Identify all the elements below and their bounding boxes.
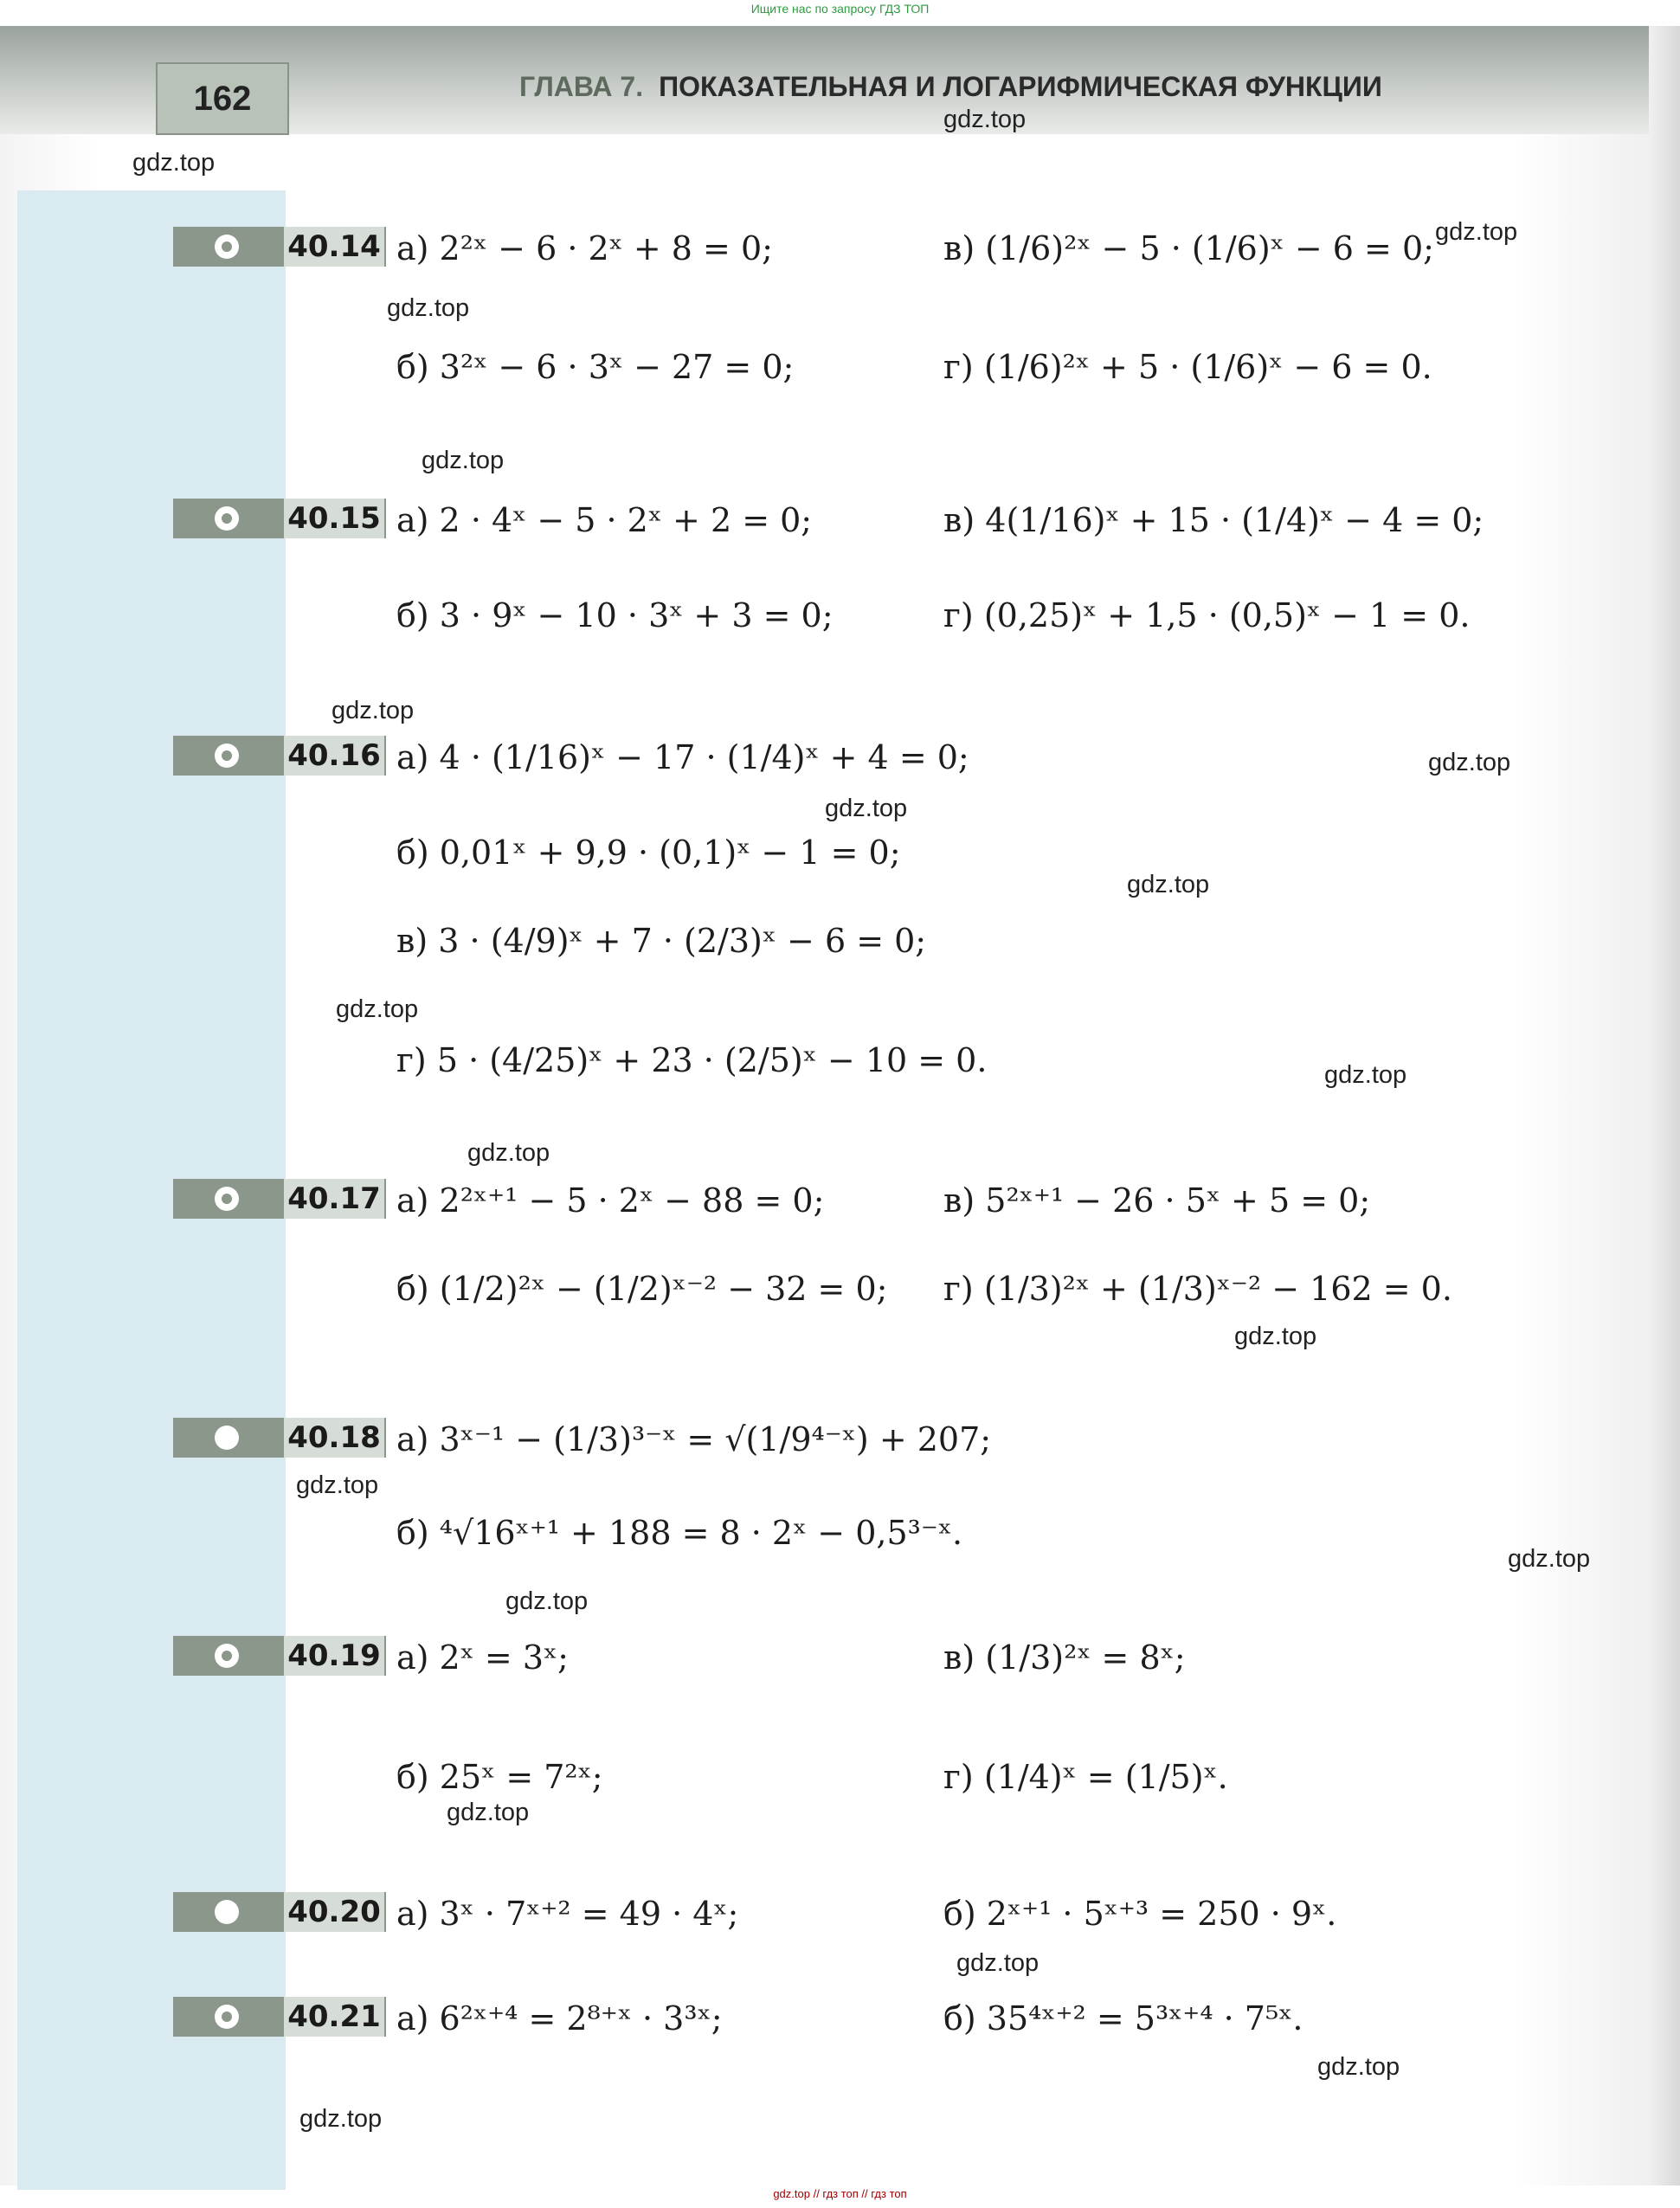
chapter-title: ПОКАЗАТЕЛЬНАЯ И ЛОГАРИФМИЧЕСКАЯ ФУНКЦИИ [659,71,1382,102]
problem-number: 40.16 [284,736,384,776]
equation: б) 3 · 9ˣ − 10 · 3ˣ + 3 = 0; [396,596,834,634]
equation: в) (1/6)²ˣ − 5 · (1/6)ˣ − 6 = 0; [943,229,1434,267]
bottom-footer-link[interactable]: gdz.top // гдз топ // гдз топ [773,2187,907,2200]
watermark: gdz.top [467,1139,550,1167]
problem-label [173,1892,386,1932]
equation: б) 0,01ˣ + 9,9 · (0,1)ˣ − 1 = 0; [396,834,901,872]
equation: г) (1/6)²ˣ + 5 · (1/6)ˣ − 6 = 0. [943,348,1432,386]
ring-marker-icon [215,235,239,259]
problem-number: 40.15 [284,499,384,538]
equation: в) 3 · (4/9)ˣ + 7 · (2/3)ˣ − 6 = 0; [396,922,927,960]
watermark: gdz.top [422,447,505,474]
watermark: gdz.top [1127,871,1210,898]
watermark: gdz.top [505,1587,589,1615]
problem-label [173,1997,386,2037]
watermark: gdz.top [1435,218,1518,246]
problem-number: 40.21 [284,1997,384,2037]
watermark: gdz.top [1324,1061,1407,1089]
watermark: gdz.top [943,106,1027,133]
watermark: gdz.top [296,1471,379,1499]
problem-label [173,1636,386,1676]
watermark: gdz.top [1508,1545,1591,1573]
solid-marker-icon [215,1900,239,1924]
chapter-heading [519,71,1382,103]
ring-marker-icon [215,1644,239,1668]
problem-number: 40.17 [284,1179,384,1219]
problem-label [173,736,386,776]
equation: а) 3ˣ⁻¹ − (1/3)³⁻ˣ = √(1/9⁴⁻ˣ) + 207; [396,1420,992,1458]
equation: б) (1/2)²ˣ − (1/2)ˣ⁻² − 32 = 0; [396,1270,888,1308]
equation: а) 2²ˣ⁺¹ − 5 · 2ˣ − 88 = 0; [396,1181,825,1220]
problem-number: 40.18 [284,1418,384,1458]
problem-label [173,1179,386,1219]
equation: а) 2²ˣ − 6 · 2ˣ + 8 = 0; [396,229,773,267]
watermark: gdz.top [1317,2053,1400,2081]
problem-label [173,227,386,267]
watermark: gdz.top [1234,1323,1317,1350]
watermark: gdz.top [299,2105,383,2133]
watermark: gdz.top [336,995,419,1023]
watermark: gdz.top [1428,749,1511,776]
ring-marker-icon [215,506,239,531]
equation: а) 3ˣ · 7ˣ⁺² = 49 · 4ˣ; [396,1895,739,1933]
watermark: gdz.top [331,697,415,724]
top-search-hint[interactable]: Ищите нас по запросу ГДЗ ТОП [750,2,930,16]
equation: б) 35⁴ˣ⁺² = 5³ˣ⁺⁴ · 7⁵ˣ. [943,1999,1303,2037]
equation: г) 5 · (4/25)ˣ + 23 · (2/5)ˣ − 10 = 0. [396,1041,988,1079]
watermark: gdz.top [956,1949,1040,1977]
equation: а) 2ˣ = 3ˣ; [396,1638,569,1677]
equation: в) (1/3)²ˣ = 8ˣ; [943,1638,1186,1677]
problem-number: 40.14 [284,227,384,267]
problem-label [173,1418,386,1458]
equation: а) 6²ˣ⁺⁴ = 2⁸⁺ˣ · 3³ˣ; [396,1999,723,2037]
equation: г) (1/4)ˣ = (1/5)ˣ. [943,1758,1228,1796]
problem-number: 40.20 [284,1892,384,1932]
equation: б) ⁴√16ˣ⁺¹ + 188 = 8 · 2ˣ − 0,5³⁻ˣ. [396,1514,963,1552]
equation: б) 25ˣ = 7²ˣ; [396,1758,603,1796]
chapter-label: ГЛАВА 7. [519,71,644,102]
ring-marker-icon [215,1187,239,1211]
watermark: gdz.top [132,149,216,177]
equation: б) 2ˣ⁺¹ · 5ˣ⁺³ = 250 · 9ˣ. [943,1895,1337,1933]
page-number: 162 [156,62,289,135]
equation: в) 4(1/16)ˣ + 15 · (1/4)ˣ − 4 = 0; [943,501,1484,539]
problem-label [173,499,386,538]
ring-marker-icon [215,744,239,768]
equation: а) 4 · (1/16)ˣ − 17 · (1/4)ˣ + 4 = 0; [396,738,969,776]
ring-marker-icon [215,2005,239,2029]
problem-number: 40.19 [284,1636,384,1676]
equation: а) 2 · 4ˣ − 5 · 2ˣ + 2 = 0; [396,501,813,539]
watermark: gdz.top [447,1799,530,1826]
watermark: gdz.top [825,795,908,822]
equation: г) (0,25)ˣ + 1,5 · (0,5)ˣ − 1 = 0. [943,596,1471,634]
page-edge [1649,26,1680,2185]
solid-marker-icon [215,1426,239,1450]
equation: б) 3²ˣ − 6 · 3ˣ − 27 = 0; [396,348,795,386]
equation: в) 5²ˣ⁺¹ − 26 · 5ˣ + 5 = 0; [943,1181,1371,1220]
watermark: gdz.top [387,294,470,322]
equation: г) (1/3)²ˣ + (1/3)ˣ⁻² − 162 = 0. [943,1270,1452,1308]
